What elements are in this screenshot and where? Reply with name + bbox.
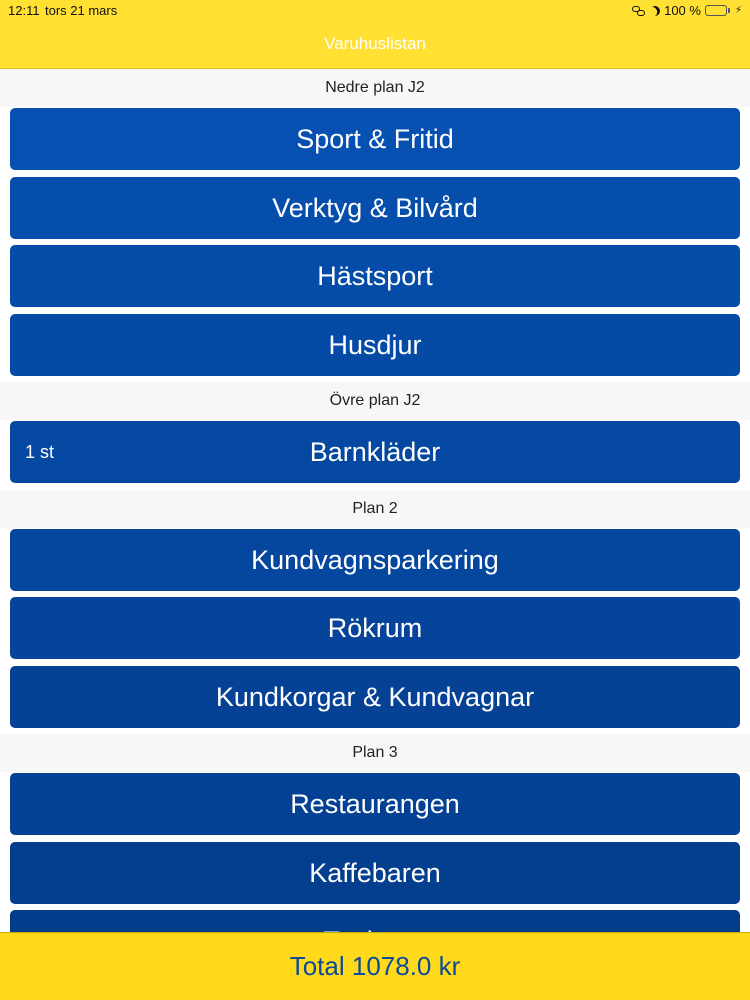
section-header: Plan 3 [0,734,750,772]
moon-icon [649,4,662,17]
battery-icon [705,5,727,16]
department-item[interactable] [10,421,740,483]
department-item[interactable] [10,842,740,904]
link-icon [632,5,646,17]
department-label: Kundkorgar & Kundvagnar [215,681,535,712]
department-item[interactable] [10,529,740,591]
quantity-label: 1 st [25,442,55,462]
department-item[interactable] [10,666,740,728]
department-label: Kundvagnsparkering [251,544,499,575]
section-header: Plan 2 [0,490,750,528]
battery-percent: 100 % [664,3,701,18]
status-bar [0,0,750,22]
status-date: tors 21 mars [45,3,118,18]
department-item[interactable] [10,245,740,307]
top-bar [0,0,750,69]
nav-title: Varuhuslistan [324,34,426,53]
department-label: Barnkläder [309,437,441,467]
total-bar[interactable] [0,932,750,1000]
status-indicators [632,3,742,18]
total-label: Total 1078.0 kr [289,951,461,981]
department-label: Hästsport [317,261,433,291]
department-item[interactable] [10,177,740,239]
section-header: Nedre plan J2 [0,69,750,107]
department-label: Restaurangen [290,789,460,819]
department-item[interactable] [10,314,740,376]
battery-cap [728,8,730,13]
department-label: Sport & Fritid [296,124,454,154]
department-list[interactable] [0,69,750,932]
charging-icon: ⚡ [734,5,742,16]
department-item[interactable] [10,108,740,170]
department-label: Husdjur [328,329,422,360]
department-label: Rökrum [327,613,423,643]
status-time: 12:11 [8,3,40,18]
section-header: Övre plan J2 [0,382,750,420]
department-label: Kaffebaren [309,857,441,888]
department-item[interactable] [10,597,740,659]
department-item[interactable] [10,773,740,835]
department-label: Verktyg & Bilvård [272,192,478,223]
